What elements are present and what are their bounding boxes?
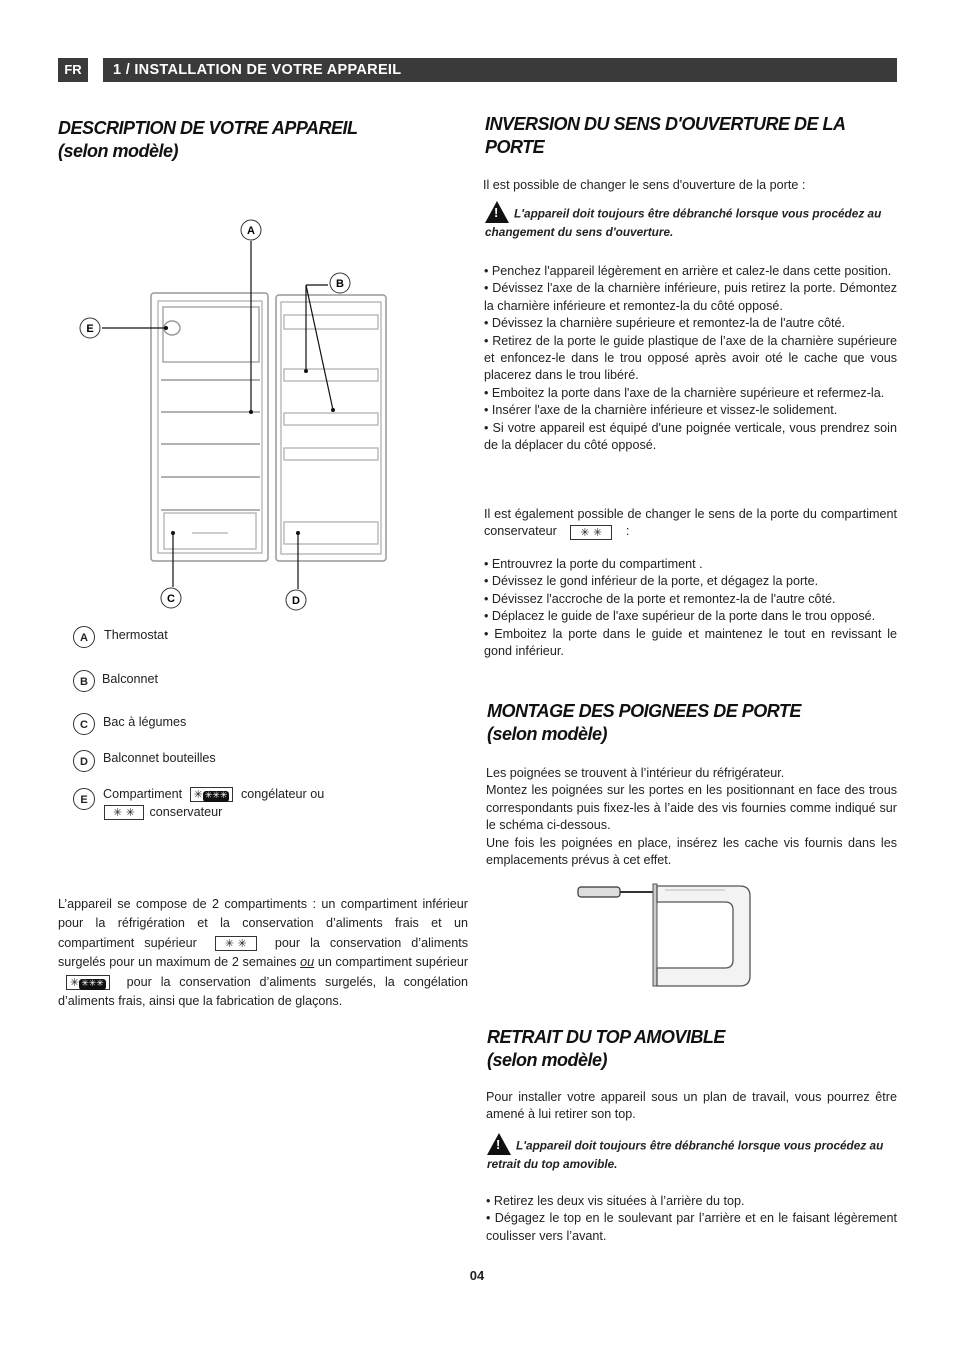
language-badge: FR [58,58,88,82]
inversion-title: INVERSION DU SENS D'OUVERTURE DE LA PORTE [485,114,845,157]
legend-text: Thermostat [104,628,168,642]
list-item: • Emboitez la porte dans l'axe de la charnière supérieure et refermez-la. [484,385,885,400]
page-number: 04 [469,1268,485,1283]
four-star-freezer-icon: ✳ ✳✳✳ [190,787,234,802]
legend-item-a [73,627,168,644]
legend-text: Balconnet bouteilles [103,751,216,765]
inversion-intro2: Il est également possible de changer le sens de la porte du compartiment conservateur ✳ ✳ : [484,507,897,539]
warning-icon [487,1133,511,1155]
fridge-door [276,295,386,561]
warning-icon [485,201,509,223]
legend-item-b [73,671,158,688]
inversion-steps [484,263,897,454]
description-title-line2: (selon modèle) [58,141,179,161]
legend-item-c [73,714,186,731]
legend-letter: C [73,713,95,735]
montage-title: MONTAGE DES POIGNEES DE PORTE (selon modèle) [487,701,801,744]
description-title [58,117,458,163]
legend-letter: A [73,626,95,648]
list-item: • Déplacez le guide de l'axe supérieur de la porte dans le trou opposé. [484,609,876,624]
list-item: • Entrouvrez la porte du compartiment . [484,557,703,571]
list-item: • Penchez l'appareil légèrement en arrière et calez-le dans cette position. [484,264,892,278]
legend-text-line2: conservateur [149,805,223,819]
four-star-freezer-icon: ✳ ✳✳✳ [66,975,110,990]
inversion-intro: Il est possible de changer le sens d'ouverture de la porte : [483,178,806,192]
list-item: • Dégagez le top en le soulevant par l’arrière et en le faisant légèrement coulisser vers l’avant. [486,1211,897,1243]
legend-text: Compartiment [103,787,183,801]
inversion-steps2 [484,556,897,660]
legend-letter: B [73,670,95,692]
diagram-label-c: C [167,593,175,605]
diagram-label-b: B [336,278,344,290]
retrait-warning: !L'appareil doit toujours être débranché lorsque vous procédez au retrait du top amovible. [487,1133,897,1174]
section-header: 1 / INSTALLATION DE VOTRE APPAREIL [103,58,897,82]
retrait-steps [486,1193,897,1245]
ou-emphasis: ou [300,955,315,970]
list-item: • Retirez les deux vis situées à l’arrière du top. [486,1194,745,1208]
legend-item-d [73,750,216,767]
legend-letter: E [73,788,95,810]
legend-letter: D [73,750,95,772]
diagram-label-e: E [86,323,94,335]
list-item: • Si votre appareil est équipé d'une poignée verticale, vous prendrez soin de la déplacer du côté opposé. [484,420,897,453]
two-star-icon: ✳ ✳ [570,525,612,540]
retrait-title: RETRAIT DU TOP AMOVIBLE (selon modèle) [487,1027,725,1070]
diagram-label-a: A [247,225,255,237]
retrait-text: Pour installer votre appareil sous un plan de travail, vous pourrez être amené à lui retirer son top. [486,1090,897,1122]
composition-paragraph: L’appareil se compose de 2 compartiments : un compartiment inférieur pour la réfrigération et la conservation d’aliments frais et un compartiment supérieur ✳ ✳ pour la conservation d’aliments surgelés pour un maximum de 2 semaines ou un compartiment supérieur ✳ ✳✳✳ pour la conservation d’aliments surgelés, la congélation d’aliments frais, ainsi que la fabrication de glaçons. [58,897,469,1009]
legend-item-e [73,786,393,821]
two-star-icon: ✳ ✳ [104,805,144,820]
list-item: • Retirez de la porte le guide plastique de l’axe de la charnière supérieure et enfoncez-le dans le trou opposé après avoir oté le cache que vous placerez dans le trou libéré. [484,333,897,383]
legend-text-after: congélateur ou [240,787,325,801]
list-item: • Insérer l'axe de la charnière inférieure et vissez-le solidement. [484,403,838,418]
montage-text: Les poignées se trouvent à l’intérieur du réfrigérateur. Montez les poignées sur les portes en les positionnant en face des trous correspondants puis fixez-les à l’aide des vis fournies comme indiqué sur le schéma ci-dessous. Une fois les poignées en place, insérez les cache vis fournis dans les emplacements prévus à cet effet. [486,766,897,868]
diagram-label-d: D [292,595,300,607]
legend-text: Balconnet [102,672,159,686]
description-title-line1: DESCRIPTION DE VOTRE APPAREIL [58,118,358,138]
legend-text: Bac à légumes [103,715,187,729]
list-item: • Emboitez la porte dans le guide et maintenez le tout en revissant le gond inférieur. [484,626,897,659]
fridge-diagram [70,215,410,615]
handle-screwdriver-illustration [575,880,755,990]
list-item: • Dévissez l'axe de la charnière inférieure, puis retirez la porte. Démontez la charnière inférieure et remontez-la du côté opposé. [484,281,897,313]
two-star-icon: ✳ ✳ [215,936,257,951]
list-item: • Dévissez l'accroche de la porte et remontez-la de l'autre côté. [484,591,836,606]
list-item: • Dévissez le gond inférieur de la porte, et dégagez la porte. [484,574,819,589]
list-item: • Dévissez la charnière supérieure et remontez-la de l'autre côté. [484,316,846,331]
inversion-warning: !L'appareil doit toujours être débranché lorsque vous procédez au changement du sens d'ouverture. [485,201,897,242]
